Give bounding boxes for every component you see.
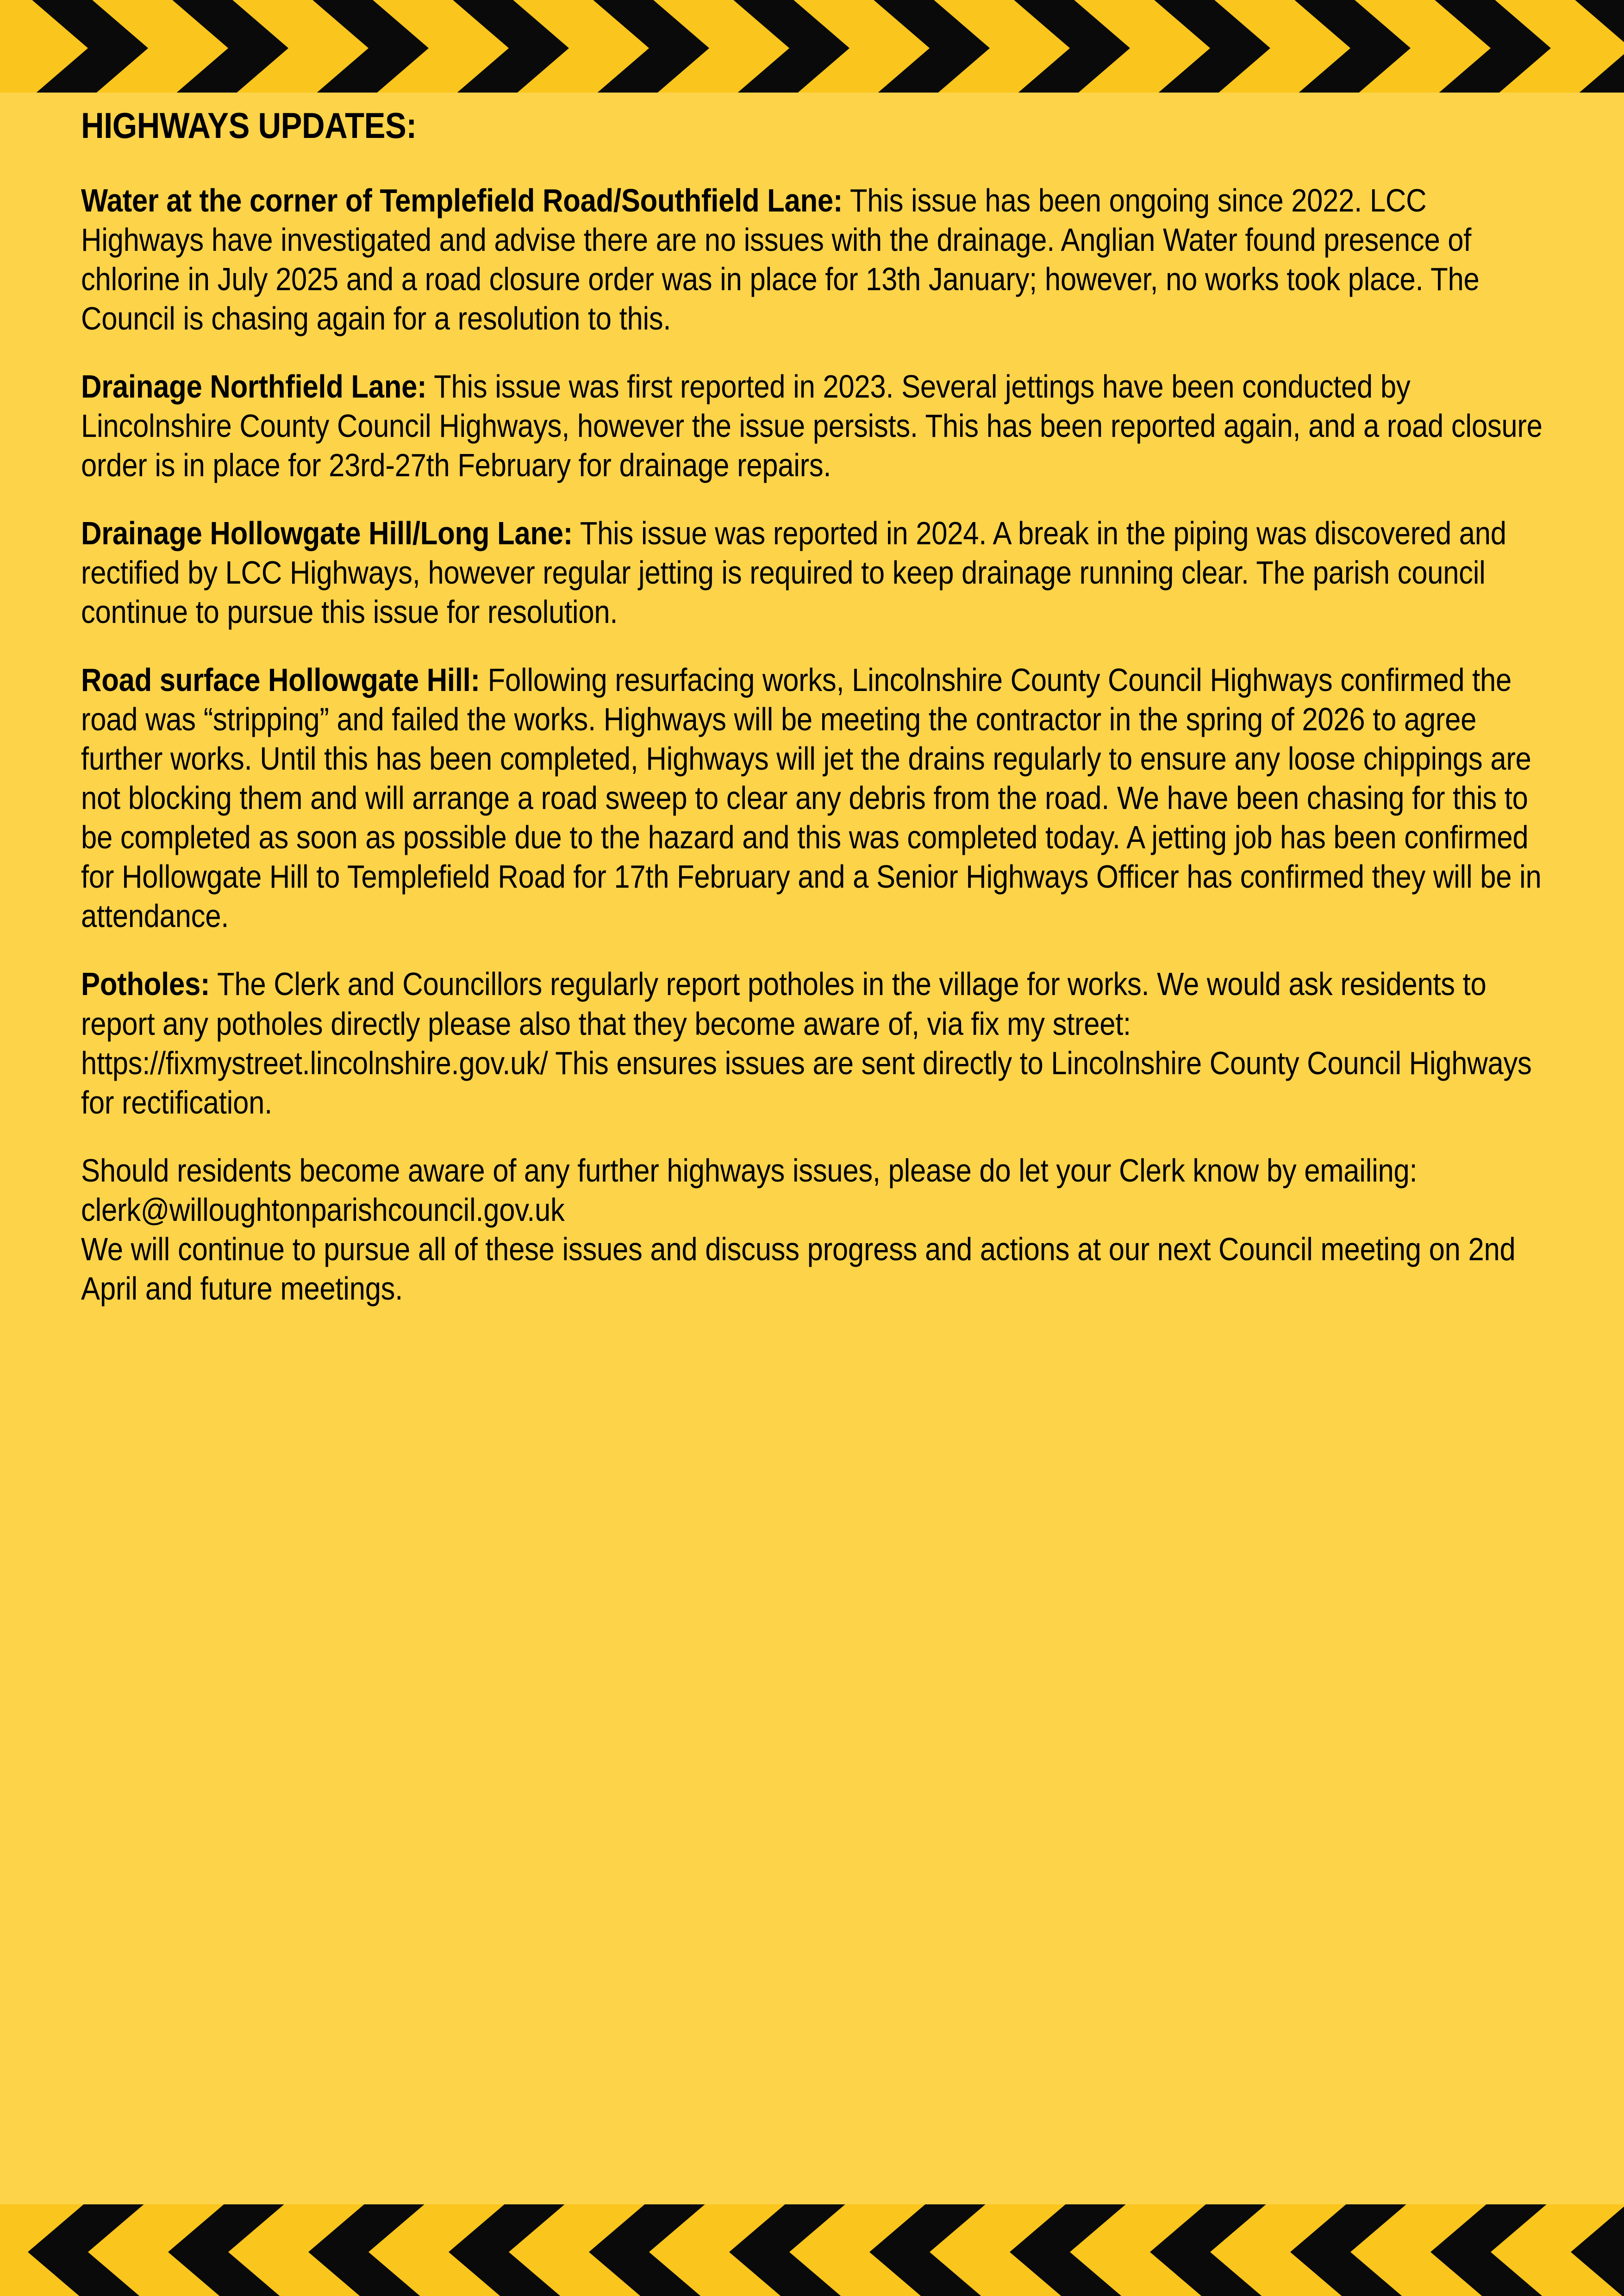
closing-line-1: Should residents become aware of any further highways issues, please do let your Clerk know by emailing: clerk@willoughtonparishcouncil.gov.uk <box>81 1152 1418 1228</box>
section-closing <box>81 1151 1543 1308</box>
section-heading: Water at the corner of Templefield Road/Southfield Lane: <box>81 182 843 218</box>
chevron-left-icon <box>729 2204 849 2296</box>
section-paragraph <box>81 367 1543 485</box>
chevron-right-icon <box>28 0 148 93</box>
section-paragraph <box>81 181 1543 338</box>
section-potholes <box>81 964 1543 1122</box>
chevron-left-icon <box>28 2204 148 2296</box>
section-paragraph <box>81 514 1543 632</box>
chevron-left-icon <box>308 2204 429 2296</box>
chevron-left-icon <box>1010 2204 1130 2296</box>
section-body: The Clerk and Councillors regularly report potholes in the village for works. We would ask residents to report any potholes directly please also that they become aware of, via fix my street: https://fixmystreet.lincolnshire.gov.uk/ This ensures issues are sent directly to Lincolnshire County Council Highways for rectification. <box>81 966 1532 1120</box>
bottom-chevron-banner <box>0 2204 1624 2296</box>
section-water-templefield <box>81 181 1543 338</box>
chevron-right-icon-strip <box>0 0 1624 93</box>
section-body: This issue was first reported in 2023. Several jettings have been conducted by Lincolnshire County Council Highways, however the issue persists. This has been reported again, and a road closure order is in place for 23rd-27th February for drainage repairs. <box>81 368 1543 483</box>
chevron-left-icon <box>168 2204 288 2296</box>
chevron-left-icon <box>1150 2204 1270 2296</box>
chevron-right-icon <box>589 0 709 93</box>
section-body: This issue was reported in 2024. A break in the piping was discovered and rectified by LCC Highways, however regular jetting is required to keep drainage running clear. The parish council continue to pursue this issue for resolution. <box>81 515 1506 630</box>
chevron-right-icon <box>1290 0 1411 93</box>
chevron-right-icon <box>449 0 569 93</box>
section-paragraph <box>81 660 1543 936</box>
chevron-left-icon <box>449 2204 569 2296</box>
section-road-surface-hollowgate <box>81 660 1543 936</box>
chevron-right-icon <box>1430 0 1551 93</box>
section-heading: Road surface Hollowgate Hill: <box>81 662 480 698</box>
poster-content <box>0 93 1624 2204</box>
chevron-left-icon <box>1290 2204 1411 2296</box>
chevron-left-icon <box>1571 2204 1624 2296</box>
chevron-left-icon-strip <box>0 2204 1624 2296</box>
top-chevron-banner <box>0 0 1624 93</box>
section-heading: Potholes: <box>81 966 210 1002</box>
page-title: HIGHWAYS UPDATES: <box>81 105 417 146</box>
section-drainage-hollowgate <box>81 514 1543 632</box>
section-paragraph <box>81 964 1543 1122</box>
chevron-right-icon <box>729 0 849 93</box>
chevron-right-icon <box>1150 0 1270 93</box>
chevron-left-icon <box>869 2204 990 2296</box>
chevron-right-icon <box>308 0 429 93</box>
section-drainage-northfield <box>81 367 1543 485</box>
chevron-right-icon <box>168 0 288 93</box>
section-heading: Drainage Northfield Lane: <box>81 368 427 404</box>
section-heading: Drainage Hollowgate Hill/Long Lane: <box>81 515 573 551</box>
chevron-right-icon <box>1571 0 1624 93</box>
chevron-right-icon <box>1010 0 1130 93</box>
section-body: Following resurfacing works, Lincolnshire County Council Highways confirmed the road was “stripping” and failed the works. Highways will be meeting the contractor in the spring of 2026 to agree further works. Until this has been completed, Highways will jet the drains regularly to ensure any loose chippings are not blocking them and will arrange a road sweep to clear any debris from the road. We have been chasing for this to be completed as soon as possible due to the hazard and this was completed today. A jetting job has been confirmed for Hollowgate Hill to Templefield Road for 17th February and a Senior Highways Officer has confirmed they will be in attendance. <box>81 662 1542 934</box>
chevron-left-icon <box>589 2204 709 2296</box>
chevron-left-icon <box>1430 2204 1551 2296</box>
closing-line-2: We will continue to pursue all of these issues and discuss progress and actions at our next Council meeting on 2nd April and future meetings. <box>81 1231 1516 1307</box>
chevron-right-icon <box>869 0 990 93</box>
section-body: This issue has been ongoing since 2022. LCC Highways have investigated and advise there are no issues with the drainage. Anglian Water found presence of chlorine in July 2025 and a road closure order was in place for 13th January; however, no works took place. The Council is chasing again for a resolution to this. <box>81 182 1480 336</box>
